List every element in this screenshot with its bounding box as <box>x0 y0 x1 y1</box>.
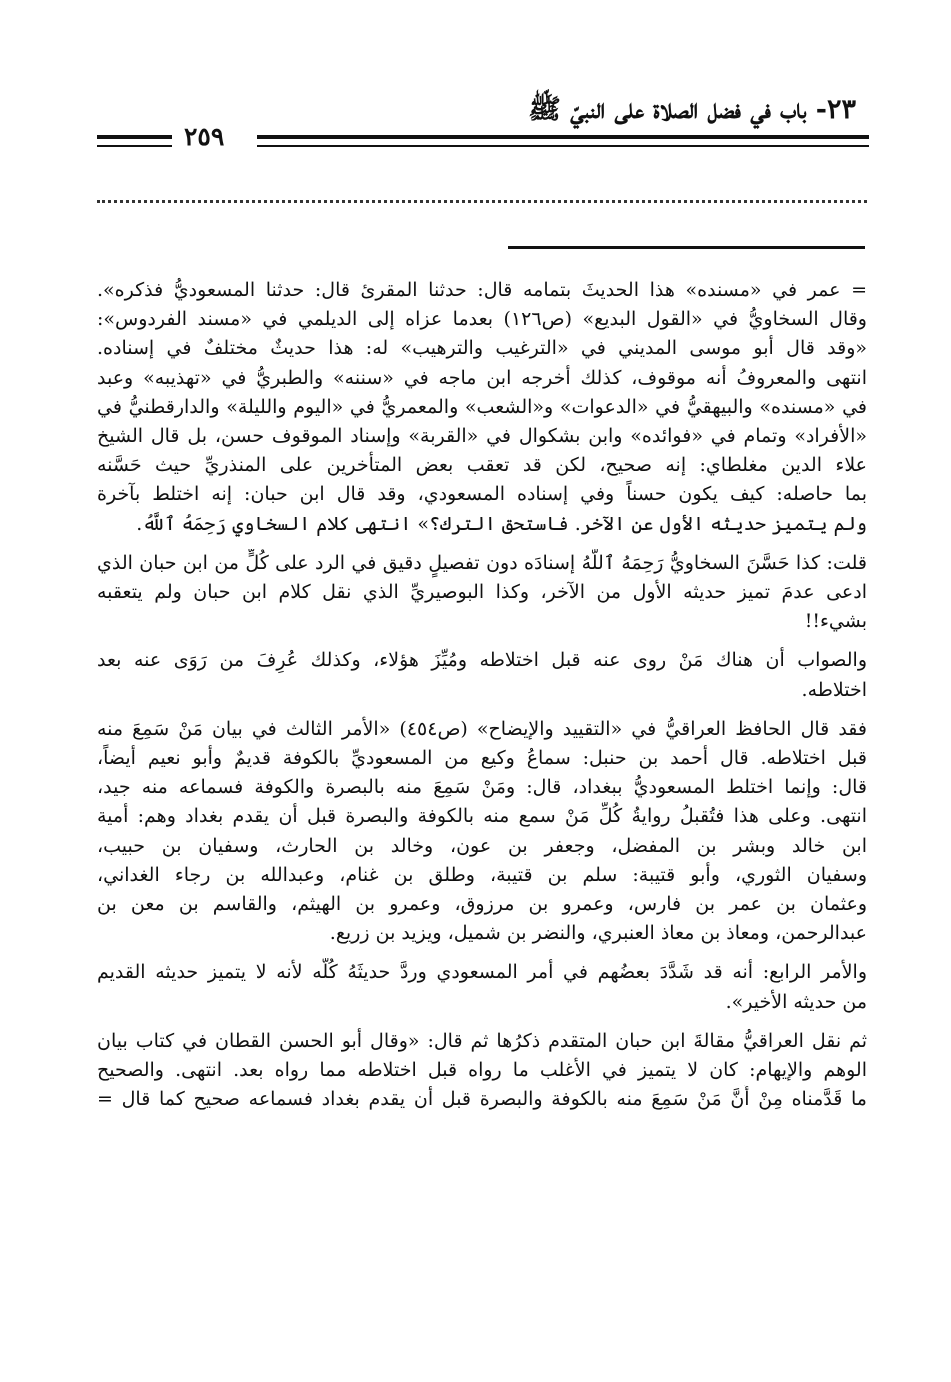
text-line: قلت: كذا حَسَّنَ السخاويُّ رَحِمَهُ ٱللَّهُ إسنادَه دون تفصيلٍ دقيق في الرد على كُلٍّ من ابن حبان الذي <box>97 551 867 574</box>
paragraph <box>97 646 867 704</box>
footnote-text <box>97 276 867 1124</box>
footnote-rule <box>508 246 865 249</box>
page-number: ٢٥٩ <box>184 122 225 151</box>
chapter-title: ٢٣- باب في فضل الصلاة على النبيّ ﷺ <box>528 94 856 125</box>
text-line: قبل اختلاطه. قال أحمد بن حنبل: سماعُ وكيع من المسعوديِّ بالكوفة قديمٌ وأبو نعيم أيضاً، <box>97 747 867 770</box>
paragraph <box>97 958 867 1016</box>
header-rule-thin <box>257 145 869 147</box>
text-line: الوهم والإيهام: كان لا يتميز في الأغلب ما رواه قبل اختلاطه مما رواه بعد. انتهى. والصحيح <box>97 1059 867 1082</box>
text-line: علاء الدين مغلطاي: إنه صحيح، لكن قد تعقب بعض المتأخرين على المنذريِّ حيث حَسَّنه <box>97 454 867 477</box>
text-line: بما حاصله: كيف يكون حسناً وفي إسناده المسعودي، وقد قال ابن حبان: إنه اختلط بآخرة <box>97 483 867 506</box>
paragraph <box>97 276 867 539</box>
text-line: والصواب أن هناك مَنْ روى عنه قبل اختلاطه ومُيِّزَ هؤلاء، وكذلك عُرِفَ من رَوَى عنه بعد <box>97 649 867 672</box>
text-line: انتهى والمعروفُ أنه موقوف، كذلك أخرجه ابن ماجه في «سننه» والطبريُّ في «تهذيبه» وعبد <box>97 366 867 389</box>
text-line: وقال السخاويُّ في «القول البديع» (ص١٢٦) بعدما عزاه إلى الديلمي في «مسند الفردوس»: <box>97 308 867 331</box>
text-line: ادعى عدمَ تميز حديثه الأول من الآخر، وكذا البوصيريِّ الذي نقل كلام ابن حبان ولم يتعقبه <box>97 581 867 604</box>
text-line: وعثمان بن عمر بن فارس، وعمرو بن مرزوق، وعمرو بن الهيثم، والقاسم بن معن بن <box>97 893 867 916</box>
text-line: من حديثه الأخير». <box>725 990 867 1013</box>
text-line: = عمر في «مسنده» هذا الحديثَ بتمامه قال: حدثنا المقرئ قال: حدثنا المسعوديُّ فذكره». <box>97 279 867 301</box>
text-line: «الأفراد» وتمام في «فوائده» وابن بشكوال في «القربة» وإسناد الموقوف حسن، بل قال الشيخ <box>97 425 867 448</box>
text-line: بشيء!! <box>804 610 867 633</box>
dotted-separator <box>97 200 867 203</box>
text-line: اختلاطه. <box>801 678 867 701</box>
text-line: قال: وإنما اختلط المسعوديُّ ببغداد، قال: ومَنْ سَمِعَ منه بالبصرة والكوفة فسماعه منه جيد، <box>97 776 867 799</box>
text-line: في «مسنده» والبيهقيُّ في «الدعوات» و«الشعب» والمعمريُّ في «اليوم والليلة» والدارقطنيُّ في <box>97 395 867 418</box>
paragraph <box>97 715 867 949</box>
text-line: ابن خالد وبشر بن المفضل، وجعفر بن عون، وخالد بن الحارث، وسفيان بن حبيب، <box>97 834 867 857</box>
text-line: وسفيان الثوري، وأبو قتيبة: سلم بن قتيبة، وطلق بن غنام، وعبدالله بن رجاء الغداني، <box>97 863 867 886</box>
paragraph <box>97 549 867 637</box>
text-line: ثم نقل العراقيُّ مقالةَ ابن حبان المتقدم ذكرُها ثم قال: «وقال أبو الحسن القطان في كتاب بيان <box>97 1029 867 1052</box>
text-line: ولم يتميز حديثه الأول عن الآخر. فاستحق الترك؟» انتهى كلام السخاوي رَحِمَهُ ٱللَّهُ. <box>136 512 867 535</box>
header-rule-left-thin <box>97 145 172 147</box>
text-line: فقد قال الحافظ العراقيُّ في «التقييد والإيضاح» (ص٤٥٤) «الأمر الثالث في بيان مَنْ سَمِعَ منه <box>97 717 867 740</box>
text-line: والأمر الرابع: أنه قد شَدَّدَ بعضُهم في أمر المسعودي وردَّ حديثَهُ كُلَّه لأنه لا يتميز حديثه القديم <box>97 961 867 984</box>
text-line: عبدالرحمن، ومعاذ بن معاذ العنبري، والنضر بن شميل، ويزيد بن زريع. <box>329 922 867 945</box>
text-line: ما قَدَّمناه مِنْ أَنَّ مَنْ سَمِعَ منه بالكوفة والبصرة قبل أن يقدم بغداد فسماعه صحيح كما قال = <box>97 1088 867 1111</box>
text-line: انتهى. وعلى هذا فتُقبلُ روايةُ كُلِّ مَنْ سمع منه بالكوفة والبصرة قبل أن يقدم بغداد وهم: أمية <box>97 805 867 828</box>
text-line: «وقد قال أبو موسى المديني في «الترغيب والترهيب» له: هذا حديثٌ مختلفٌ في إسناده. <box>97 337 867 360</box>
paragraph <box>97 1027 867 1115</box>
header-rule-left-thick <box>97 135 172 139</box>
header-rule-thick <box>257 135 869 139</box>
